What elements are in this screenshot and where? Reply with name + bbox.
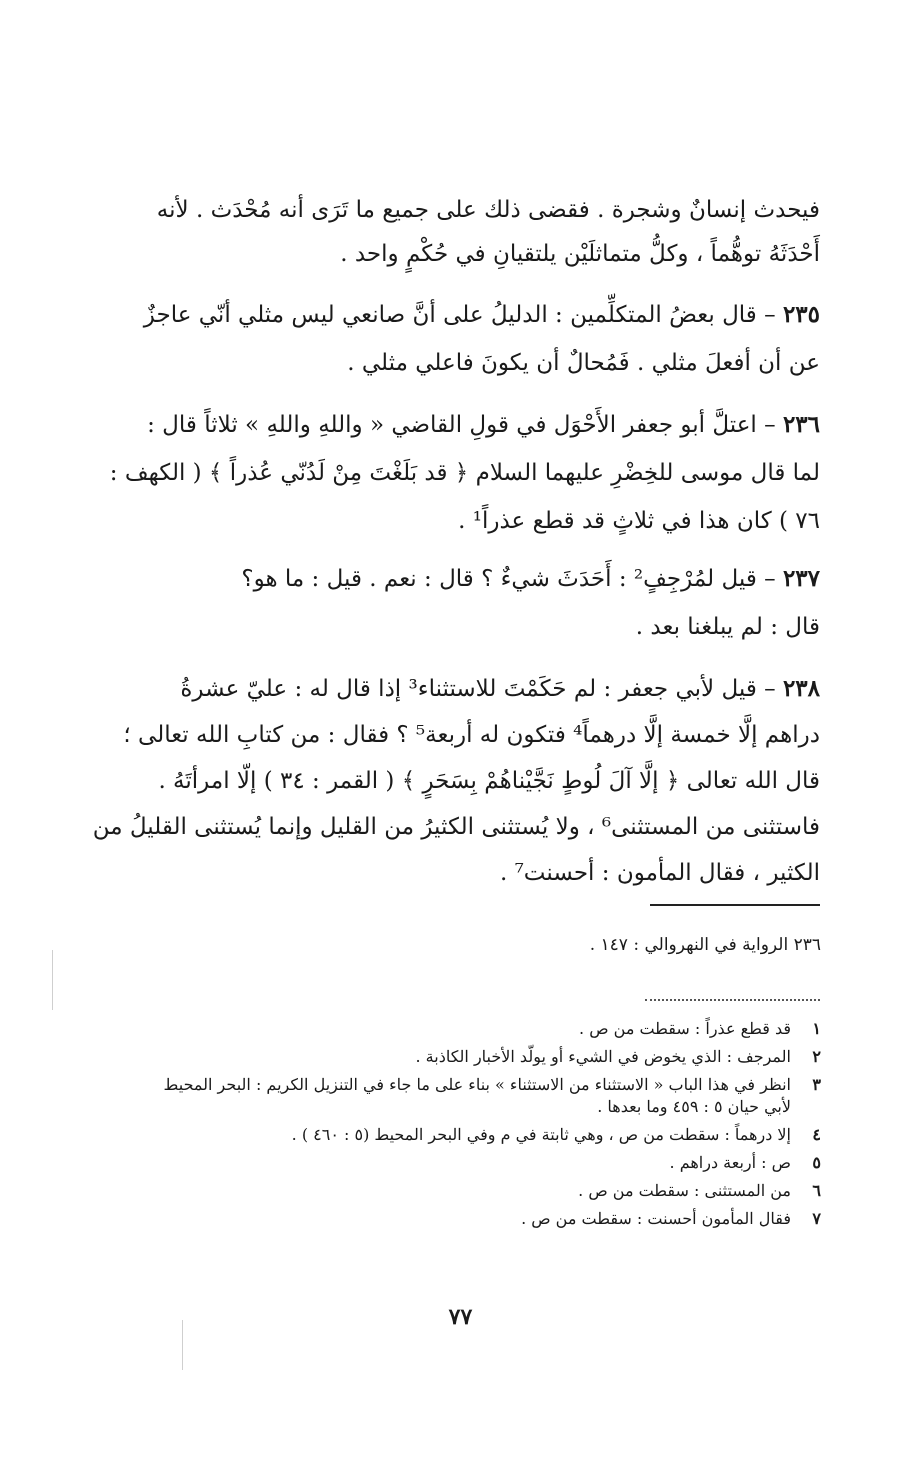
paragraph-line: ٢٣٦ – اعتلَّ أبو جعفر الأَحْوَل في قولِ القاضي « واللهِ واللهِ » ثلاثاً قال : (147, 411, 820, 438)
intro-line: فيحدث إنسانٌ وشجرة . فقضى ذلك على جميع ما تَرَى أنه مُحْدَث . لأنه (156, 197, 820, 223)
footnote-text: قد قطع عذراً : سقطت من ص . (579, 1019, 791, 1038)
paragraph-line: ٢٣٨ – قيل لأبي جعفر : لم حَكَمْتَ للاستثناء³ إذا قال له : عليّ عشرةُ (180, 675, 820, 702)
footnote-item (156, 1046, 821, 1068)
footnote-item (156, 1124, 821, 1146)
footnote-number: ١ (812, 1019, 821, 1038)
footnote-text: انظر في هذا الباب « الاستثناء من الاستثناء » بناء على ما جاء في التنزيل الكريم : البحر المحيط لأبي حيان ٥ : ٤٥٩ وما بعدها . (163, 1075, 791, 1116)
footnote-number: ٥ (812, 1153, 821, 1172)
paragraph-line: ٧٦ ) كان هذا في ثلاثٍ قد قطع عذراً¹ . (458, 508, 820, 534)
paragraph-237 (150, 564, 820, 658)
paragraph-line: الكثير ، فقال المأمون : أحسنت⁷ . (499, 860, 820, 886)
footnote-item (156, 1152, 821, 1174)
footnote-text: المرجف : الذي يخوض في الشيء أو يولّد الأخبار الكاذبة . (415, 1047, 791, 1066)
footnote-number: ٤ (812, 1125, 821, 1144)
paragraph-line: دراهم إلَّا خمسة إلَّا درهماً⁴ فتكون له أربعة⁵ ؟ فقال : من كتابِ الله تعالى ؛ (123, 722, 820, 748)
paragraph-line: فاستثنى من المستثنى⁶ ، ولا يُستثنى الكثيرُ من القليل وإنما يُستثنى القليلُ من (92, 814, 820, 840)
paragraph-line: قال الله تعالى ﴿ إلَّا آلَ لُوطٍ نَجَّيْناهُمْ بِسَحَرٍ ﴾ ( القمر : ٣٤ ) إلّا امرأتَهُ . (158, 768, 820, 794)
separator-rule (650, 904, 820, 906)
paragraph-235 (143, 300, 820, 394)
footnote-item (156, 1074, 821, 1118)
paragraph-line: لما قال موسى للخِضْرِ عليهما السلام ﴿ قد بَلَغْتَ مِنْ لَدُنّي عُذراً ﴾ ( الكهف : (109, 460, 820, 486)
dotted-separator (645, 999, 820, 1001)
footnote-number: ٣ (812, 1075, 821, 1094)
footnote-number: ٢ (812, 1047, 821, 1066)
footnotes-list (156, 1018, 821, 1236)
footnote-text: من المستثنى : سقطت من ص . (578, 1181, 791, 1200)
scan-artifact (52, 950, 53, 1010)
footnote-text: إلا درهماً : سقطت من ص ، وهي ثابتة في م وفي البحر المحيط (٥ : ٤٦٠ ) . (291, 1125, 791, 1144)
scan-artifact (182, 1320, 183, 1370)
footnote-text: فقال المأمون أحسنت : سقطت من ص . (521, 1209, 791, 1228)
paragraph-line: قال : لم يبلغنا بعد . (635, 614, 820, 640)
paragraph-238 (92, 674, 820, 904)
paragraph-number: ٢٣٦ (782, 411, 820, 438)
footnote-item (156, 1018, 821, 1040)
footnote-item (156, 1208, 821, 1230)
footnote-text: ص : أربعة دراهم . (669, 1153, 791, 1172)
paragraph-number: ٢٣٥ (782, 301, 820, 328)
paragraph-236 (109, 410, 820, 552)
paragraph-line: عن أن أفعلَ مثلي . فَمُحالٌ أن يكونَ فاعلي مثلي . (347, 350, 820, 376)
riwaya-note: ٢٣٦ الرواية في النهروالي : ١٤٧ . (589, 935, 821, 955)
page-number: ٧٧ (448, 1304, 473, 1330)
intro-paragraph (150, 195, 820, 285)
paragraph-line: ٢٣٥ – قال بعضُ المتكلِّمين : الدليلُ على أنَّ صانعي ليس مثلي أنّي عاجزٌ (143, 301, 820, 328)
intro-line: أَحْدَثَهُ توهُّماً ، وكلُّ متماثلَيْن يلتقيانِ في حُكْمٍ واحد . (340, 241, 820, 267)
footnote-number: ٧ (812, 1209, 821, 1228)
paragraph-number: ٢٣٨ (782, 675, 820, 702)
footnote-number: ٦ (812, 1181, 821, 1200)
paragraph-number: ٢٣٧ (782, 565, 820, 592)
footnote-item (156, 1180, 821, 1202)
paragraph-line: ٢٣٧ – قيل لمُرْجِفٍ² : أَحَدَثَ شيءٌ ؟ قال : نعم . قيل : ما هو؟ (241, 565, 820, 592)
